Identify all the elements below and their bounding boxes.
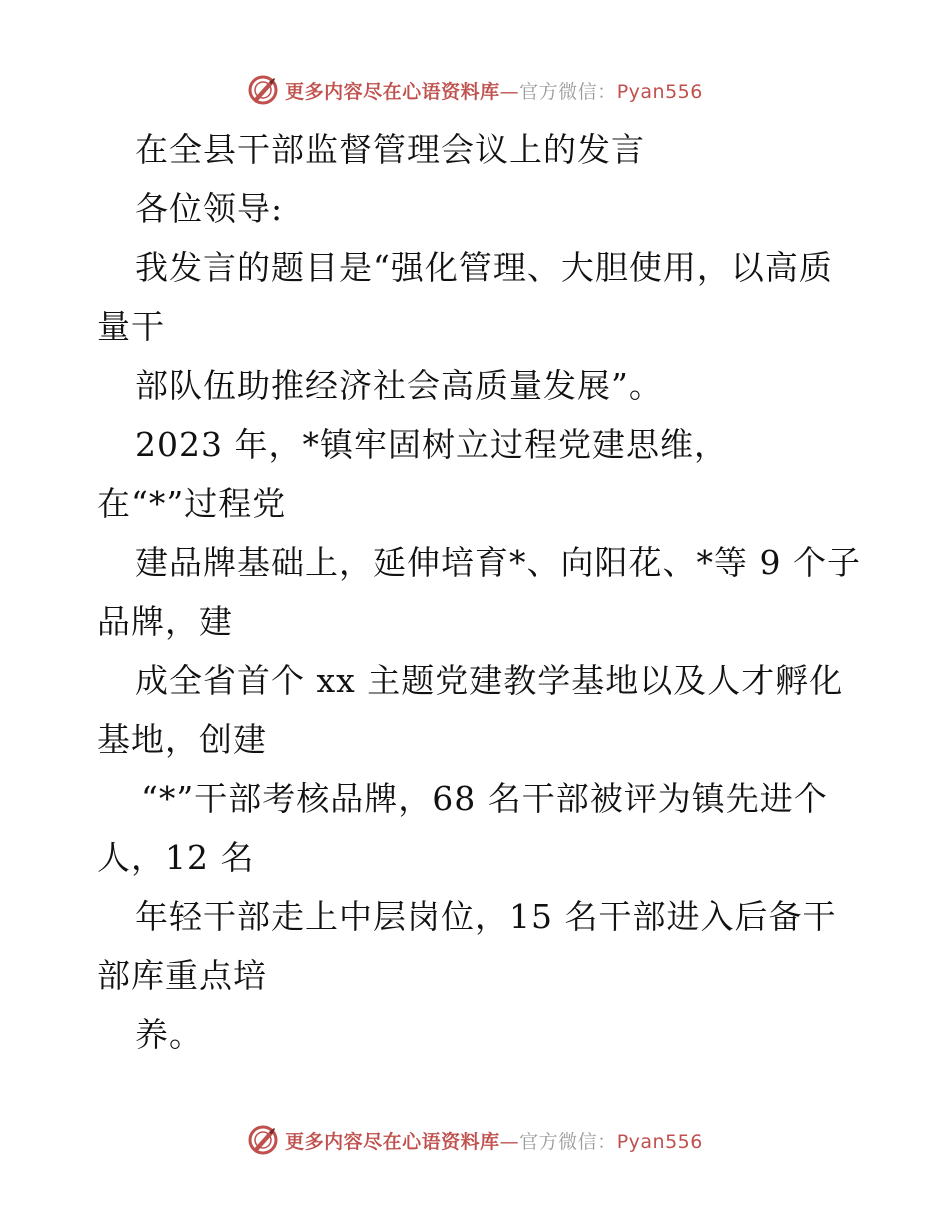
paragraph-line: 量干 (97, 307, 165, 346)
paragraph-line: 养。 (135, 1015, 203, 1054)
paragraph-line: 部队伍助推经济社会高质量发展”。 (135, 366, 663, 405)
watermark-wechat-id: Pyan556 (616, 1130, 703, 1153)
pen-logo-icon (247, 1124, 279, 1156)
watermark-official-text: 官方微信： (519, 1130, 617, 1153)
paragraph-line: 基地，创建 (97, 720, 267, 759)
paragraph-line: 成全省首个 xx 主题党建教学基地以及人才孵化 (135, 661, 844, 700)
document-title: 在全县干部监督管理会议上的发言 (135, 130, 645, 169)
paragraph-line: 我发言的题目是“强化管理、大胆使用，以高质 (135, 248, 833, 287)
salutation: 各位领导: (135, 189, 284, 228)
paragraph-line: 年轻干部走上中层岗位，15 名干部进入后备干 (135, 897, 837, 936)
paragraph-line: 2023 年，*镇牢固树立过程党建思维， (135, 425, 728, 464)
watermark-wechat-id: Pyan556 (616, 80, 703, 103)
header-watermark (0, 70, 950, 110)
watermark-main-text: 更多内容尽在心语资料库 (285, 1130, 500, 1153)
watermark-main-text: 更多内容尽在心语资料库 (285, 80, 500, 103)
footer-watermark (0, 1120, 950, 1160)
paragraph-line: 人，12 名 (97, 838, 255, 877)
paragraph-line: 品牌，建 (97, 602, 233, 641)
paragraph-line: 部库重点培 (97, 956, 267, 995)
pen-logo-icon (247, 74, 279, 106)
paragraph-line: 在“*”过程党 (97, 484, 287, 523)
paragraph-line: “*”干部考核品牌，68 名干部被评为镇先进个 (141, 779, 828, 818)
paragraph-line: 建品牌基础上，延伸培育*、向阳花、*等 9 个子 (135, 543, 861, 582)
watermark-dash: — (499, 1130, 520, 1153)
document-body (97, 120, 861, 1064)
watermark-official-text: 官方微信： (519, 80, 617, 103)
watermark-dash: — (499, 80, 520, 103)
